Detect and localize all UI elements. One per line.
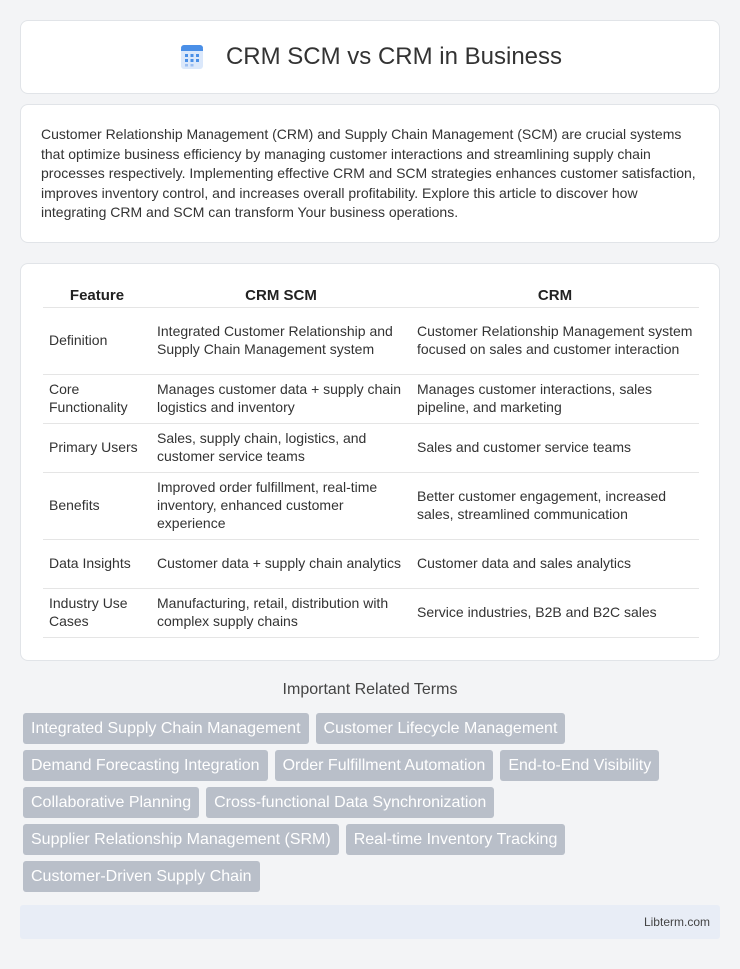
- table-header-row: [43, 284, 699, 308]
- header-crm: CRM: [411, 284, 699, 308]
- table-row: [43, 589, 699, 638]
- related-terms-title: Important Related Terms: [282, 681, 458, 698]
- feature-cell: Benefits: [43, 473, 151, 540]
- related-term-tag[interactable]: Customer-Driven Supply Chain: [23, 861, 260, 892]
- feature-cell: Core Functionality: [43, 375, 151, 424]
- crm-cell: Manages customer interactions, sales pipeline, and marketing: [411, 375, 699, 424]
- crm-scm-cell: Integrated Customer Relationship and Supply Chain Management system: [151, 308, 411, 375]
- related-term-tag[interactable]: Cross-functional Data Synchronization: [206, 787, 494, 818]
- crm-cell: Customer data and sales analytics: [411, 540, 699, 589]
- crm-cell: Better customer engagement, increased sales, streamlined communication: [411, 473, 699, 540]
- related-term-tag[interactable]: End-to-End Visibility: [500, 750, 659, 781]
- crm-scm-cell: Improved order fulfillment, real-time inventory, enhanced customer experience: [151, 473, 411, 540]
- table-row: [43, 473, 699, 540]
- related-term-tag[interactable]: Demand Forecasting Integration: [23, 750, 268, 781]
- footer: [20, 905, 720, 939]
- related-term-tag[interactable]: Supplier Relationship Management (SRM): [23, 824, 339, 855]
- footer-brand-link[interactable]: Libterm.com: [643, 915, 710, 929]
- feature-cell: Industry Use Cases: [43, 589, 151, 638]
- crm-scm-cell: Manufacturing, retail, distribution with complex supply chains: [151, 589, 411, 638]
- header-crm-scm: CRM SCM: [151, 284, 411, 308]
- crm-cell: Sales and customer service teams: [411, 424, 699, 473]
- feature-cell: Data Insights: [43, 540, 151, 589]
- header-card: [20, 20, 720, 94]
- table-row: [43, 540, 699, 589]
- related-term-tag[interactable]: Real-time Inventory Tracking: [346, 824, 566, 855]
- feature-cell: Primary Users: [43, 424, 151, 473]
- comparison-table-card: [20, 263, 720, 661]
- intro-card: [20, 104, 720, 243]
- table-row: [43, 424, 699, 473]
- intro-paragraph: Customer Relationship Management (CRM) and Supply Chain Management (SCM) are crucial systems that optimize business efficiency by managing customer interactions and streamlining supply chain processes respectively. Implementing effective CRM and SCM strategies enhances customer satisfaction, improves inventory control, and increases overall profitability. Explore this article to discover how integrating CRM and SCM can transform Your business operations.: [41, 126, 696, 221]
- crm-cell: Service industries, B2B and B2C sales: [411, 589, 699, 638]
- table-row: [43, 375, 699, 424]
- spreadsheet-icon: [178, 43, 206, 71]
- related-terms-list: [23, 713, 723, 898]
- related-term-tag[interactable]: Customer Lifecycle Management: [316, 713, 566, 744]
- header-feature: Feature: [43, 284, 151, 308]
- related-term-tag[interactable]: Integrated Supply Chain Management: [23, 713, 309, 744]
- related-term-tag[interactable]: Collaborative Planning: [23, 787, 199, 818]
- crm-scm-cell: Sales, supply chain, logistics, and customer service teams: [151, 424, 411, 473]
- comparison-table: [43, 284, 699, 638]
- related-term-tag[interactable]: Order Fulfillment Automation: [275, 750, 494, 781]
- feature-cell: Definition: [43, 308, 151, 375]
- page-title: CRM SCM vs CRM in Business: [225, 43, 563, 70]
- crm-scm-cell: Customer data + supply chain analytics: [151, 540, 411, 589]
- crm-scm-cell: Manages customer data + supply chain logistics and inventory: [151, 375, 411, 424]
- crm-cell: Customer Relationship Management system focused on sales and customer interaction: [411, 308, 699, 375]
- table-row: [43, 308, 699, 375]
